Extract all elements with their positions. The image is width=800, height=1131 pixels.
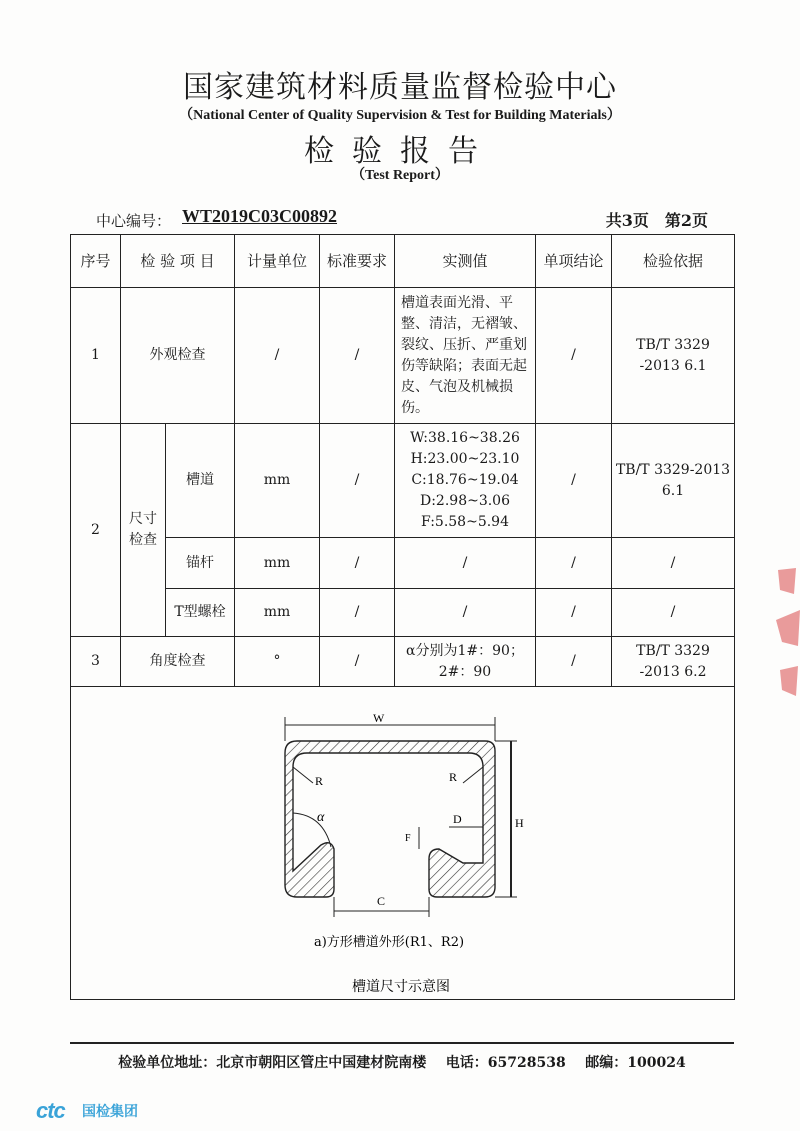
- row-basis: TB/T 3329-2013 6.1: [612, 424, 735, 538]
- label-c: C: [377, 894, 386, 908]
- row-result: /: [536, 538, 612, 589]
- label-alpha: α: [317, 810, 325, 825]
- row-unit: °: [235, 637, 320, 687]
- row-unit: mm: [235, 424, 320, 538]
- header-basis: 检验依据: [612, 235, 735, 288]
- address: 北京市朝阳区管庄中国建材院南楼: [216, 1055, 427, 1071]
- header-measured: 实测值: [395, 235, 536, 288]
- row-item: 外观检查: [121, 288, 235, 424]
- phone-label: 电话：: [445, 1055, 488, 1071]
- label-r-left: R: [315, 774, 324, 788]
- company-logo: [36, 1098, 176, 1122]
- label-r-right: R: [449, 770, 458, 784]
- diagram-caption: a)方形槽道外形(R1、R2): [313, 935, 465, 950]
- center-no: WT2019C03C00892: [182, 206, 338, 226]
- label-w: W: [373, 711, 385, 725]
- row-measured: /: [395, 538, 536, 589]
- row-unit: /: [235, 288, 320, 424]
- label-d: D: [453, 812, 462, 826]
- row-result: /: [536, 288, 612, 424]
- row-requirement: /: [320, 424, 395, 538]
- table-row-angle: [71, 637, 735, 687]
- label-f: F: [405, 833, 411, 844]
- diagram-title: 槽道尺寸示意图: [352, 979, 450, 995]
- row-basis: TB/T 3329 -2013 6.1: [612, 288, 735, 424]
- measured-w: W:38.16~38.26: [410, 430, 520, 446]
- row-result: /: [536, 637, 612, 687]
- inspection-table: [70, 234, 735, 1000]
- sub-item-name: 槽道: [166, 424, 235, 538]
- sub-item-name: 锚杆: [166, 538, 235, 589]
- logo-mark: ctc: [36, 1098, 65, 1123]
- header-unit: 计量单位: [235, 235, 320, 288]
- zip: 100024: [627, 1055, 686, 1071]
- row-no: 3: [71, 637, 121, 687]
- center-no-label: 中心编号：: [96, 212, 172, 230]
- row-measured: /: [395, 589, 536, 637]
- header-no: 序号: [71, 235, 121, 288]
- row-result: /: [536, 589, 612, 637]
- row-basis: TB/T 3329 -2013 6.2: [612, 637, 735, 687]
- row-requirement: /: [320, 538, 395, 589]
- label-h: H: [515, 816, 524, 830]
- measured-f: F:5.58~5.94: [420, 514, 509, 530]
- row-basis: /: [612, 589, 735, 637]
- row-basis: /: [612, 538, 735, 589]
- row-requirement: /: [320, 589, 395, 637]
- table-header-row: [71, 235, 735, 288]
- org-title: 国家建筑材料质量监督检验中心: [183, 70, 617, 105]
- logo-name: 国检集团: [82, 1104, 138, 1120]
- red-stamp-fragment: [770, 550, 800, 720]
- phone: 65728538: [487, 1055, 566, 1071]
- row-measured: [395, 424, 536, 538]
- row-measured: α分别为1#：90；2#：90: [395, 637, 536, 687]
- table-row-appearance: [71, 288, 735, 424]
- report-title: 检验报告: [304, 134, 496, 169]
- diagram-row: [71, 687, 735, 1000]
- diagram-cell: [71, 687, 735, 1000]
- header-requirement: 标准要求: [320, 235, 395, 288]
- measured-d: D:2.98~3.06: [419, 493, 510, 509]
- table-row-dimension-channel: [71, 424, 735, 538]
- sub-item-name: T型螺栓: [166, 589, 235, 637]
- row-unit: mm: [235, 589, 320, 637]
- address-label: 检验单位地址：: [118, 1055, 217, 1071]
- row-requirement: /: [320, 288, 395, 424]
- measured-c: C:18.76~19.04: [411, 472, 519, 488]
- row-no: 2: [71, 424, 121, 637]
- header-result: 单项结论: [536, 235, 612, 288]
- report-title-english: （Test Report）: [351, 168, 449, 183]
- measured-h: H:23.00~23.10: [410, 451, 520, 467]
- zip-label: 邮编：: [585, 1055, 628, 1071]
- footer-divider: [70, 1042, 734, 1044]
- row-unit: mm: [235, 538, 320, 589]
- row-no: 1: [71, 288, 121, 424]
- footer: [70, 1052, 734, 1072]
- table-row-dimension-anchor: [71, 538, 735, 589]
- org-title-english: （National Center of Quality Supervision & Test for Building Materials）: [179, 108, 621, 123]
- table-row-dimension-bolt: [71, 589, 735, 637]
- report-meta: [70, 206, 734, 232]
- row-item: 尺寸检查: [121, 424, 166, 637]
- row-item: 角度检查: [121, 637, 235, 687]
- header-item: 检 验 项 目: [121, 235, 235, 288]
- page-info: 共3页 第2页: [605, 211, 708, 230]
- row-measured: 槽道表面光滑、平整、清洁，无褶皱、裂纹、压折、严重划伤等缺陷；表面无起皮、气泡及机械损伤。: [395, 288, 536, 424]
- channel-diagram: [71, 687, 733, 999]
- row-result: /: [536, 424, 612, 538]
- row-requirement: /: [320, 637, 395, 687]
